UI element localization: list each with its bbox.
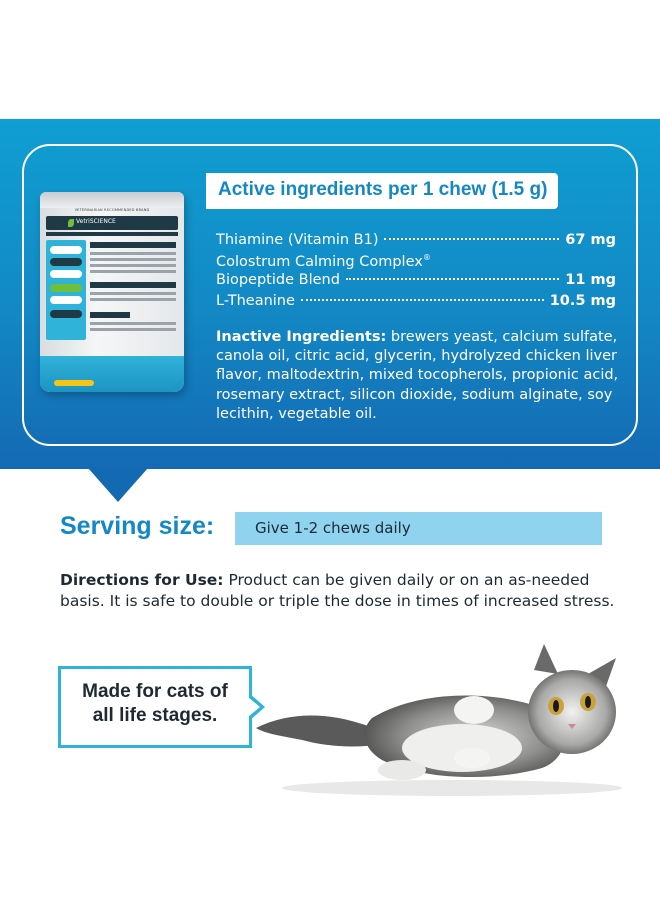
bag-yellow-strip xyxy=(54,380,94,386)
ingredient-amount: 11 mg xyxy=(565,272,616,288)
bag-bottom-band xyxy=(40,356,184,392)
serving-size-label: Serving size: xyxy=(60,512,215,540)
inactive-label: Inactive Ingredients: xyxy=(216,329,387,345)
bag-text-block xyxy=(90,292,176,295)
inactive-ingredients xyxy=(216,328,626,424)
active-ingredients-title: Active ingredients per 1 chew (1.5 g) xyxy=(218,179,548,200)
bag-pill xyxy=(50,246,82,254)
ingredient-row-theanine xyxy=(216,293,616,309)
bag-seal xyxy=(40,192,184,208)
bag-pill xyxy=(50,270,82,278)
registered-mark: ® xyxy=(422,253,431,262)
cat-pupil xyxy=(553,700,559,712)
ingredient-name: Thiamine (Vitamin B1) xyxy=(216,232,379,248)
bag-logo-bar xyxy=(46,216,178,230)
product-bag-image xyxy=(40,192,184,392)
cat-head xyxy=(528,670,616,754)
ingredient-name-line xyxy=(216,253,431,270)
ingredient-row-thiamine xyxy=(216,232,616,248)
bag-text-block xyxy=(90,258,176,261)
cat-shadow xyxy=(282,780,622,796)
ingredient-name: Colostrum Calming Complex xyxy=(216,253,423,270)
serving-size-value: Give 1-2 chews daily xyxy=(255,519,411,537)
ingredient-name: Biopeptide Blend xyxy=(216,272,340,288)
bag-text-block xyxy=(90,282,176,288)
bag-tab-strip xyxy=(46,232,178,236)
leaf-icon xyxy=(68,219,74,227)
directions-label: Directions for Use: xyxy=(60,571,224,589)
bag-text-block xyxy=(90,312,130,318)
cat-ear xyxy=(534,644,558,674)
kitten-image xyxy=(252,640,652,800)
bag-text-block xyxy=(90,264,176,267)
ingredient-row-colostrum xyxy=(216,272,616,288)
bag-brand-line: VETERINARIAN RECOMMENDED BRAND xyxy=(74,208,150,212)
directions-text: Product can be given daily or on an as-needed basis. It is safe to double or triple the dose in times of increased stress. xyxy=(60,571,615,610)
bag-pill xyxy=(50,296,82,304)
cat-hind-paw xyxy=(378,760,426,780)
cat-front-paw xyxy=(454,748,490,768)
inactive-text: brewers yeast, calcium sulfate, canola oil, citric acid, glycerin, hydrolyzed chicken liver flavor, maltodextrin, mixed tocopherols, propionic acid, rosemary extract, silicon dioxide, sodium alginate, soy lecithin, vegetable oil. xyxy=(216,329,619,422)
banner-pointer xyxy=(88,468,148,502)
bag-pill xyxy=(50,258,82,266)
bag-text-block xyxy=(90,298,176,301)
directions-for-use xyxy=(60,570,620,612)
cat-pupil xyxy=(585,696,591,708)
dot-leader xyxy=(346,278,559,280)
bag-text-block xyxy=(90,252,176,255)
callout-line: Made for cats of xyxy=(82,681,228,702)
bag-pill xyxy=(50,310,82,318)
bag-text-block xyxy=(90,270,176,273)
bag-side-panel xyxy=(46,240,86,340)
bag-text-block xyxy=(90,242,176,248)
serving-size-box xyxy=(235,512,602,545)
ingredient-amount: 10.5 mg xyxy=(549,293,616,309)
active-ingredients-header xyxy=(206,173,558,209)
dot-leader xyxy=(301,299,544,301)
bag-logo-text: VetriSCIENCE xyxy=(76,218,116,225)
dot-leader xyxy=(384,238,559,240)
bag-pill xyxy=(50,284,82,292)
cat-front-paw xyxy=(454,696,494,724)
life-stages-text xyxy=(58,680,252,728)
bag-text-block xyxy=(90,328,176,331)
callout-line: all life stages. xyxy=(92,705,218,726)
bag-text-block xyxy=(90,322,176,325)
ingredient-amount: 67 mg xyxy=(565,232,616,248)
ingredient-name: L-Theanine xyxy=(216,293,295,309)
